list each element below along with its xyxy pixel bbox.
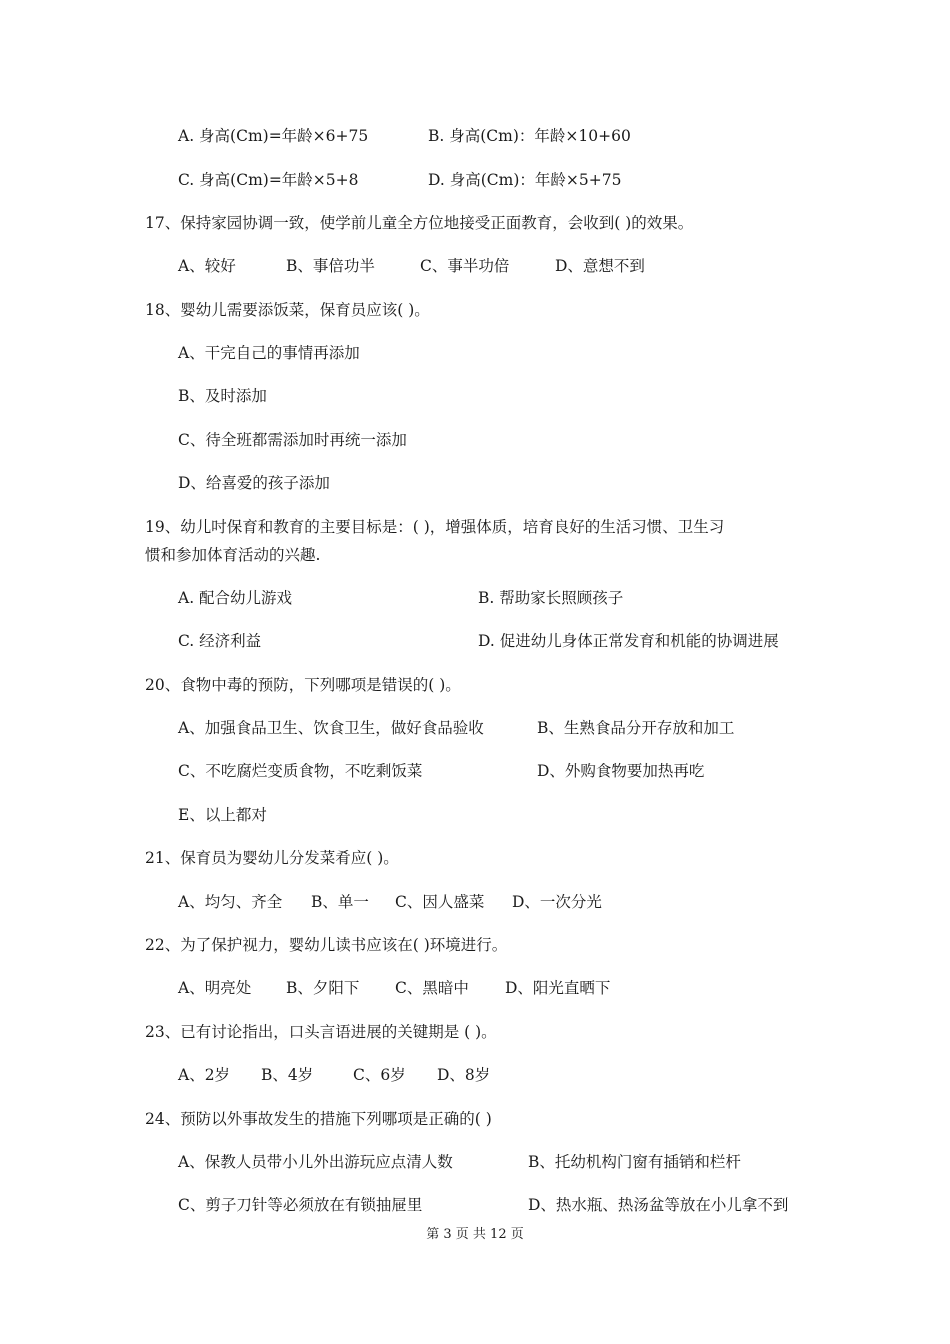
q21-option-d: D、一次分光 [512, 893, 602, 911]
q22-option-d: D、阳光直晒下 [505, 979, 611, 997]
q17-question: 17、保持家园协调一致，使学前儿童全方位地接受正面教育，会收到( )的效果。 [145, 214, 694, 232]
q19-question-line2: 惯和参加体育活动的兴趣. [145, 546, 321, 564]
q24-option-c: C、剪子刀针等必须放在有锁抽屉里 [178, 1196, 423, 1214]
q22-question: 22、为了保护视力，婴幼儿读书应该在( )环境进行。 [145, 936, 508, 954]
q18-option-b: B、及时添加 [178, 387, 267, 405]
q17-option-c: C、事半功倍 [420, 257, 510, 275]
q20-option-c: C、不吃腐烂变质食物，不吃剩饭菜 [178, 762, 423, 780]
q16-option-b: B. 身高(Cm)：年龄×10+60 [428, 127, 631, 145]
q16-option-a: A. 身高(Cm)=年龄×6+75 [178, 127, 369, 145]
q19-option-d: D. 促进幼儿身体正常发育和机能的协调进展 [478, 632, 779, 650]
q18-option-c: C、待全班都需添加时再统一添加 [178, 431, 407, 449]
q20-option-b: B、生熟食品分开存放和加工 [537, 719, 735, 737]
q21-question: 21、保育员为婴幼儿分发菜肴应( )。 [145, 849, 399, 867]
q23-option-c: C、6岁 [353, 1066, 406, 1084]
q21-option-b: B、单一 [311, 893, 369, 911]
q17-option-b: B、事倍功半 [286, 257, 375, 275]
q23-option-b: B、4岁 [261, 1066, 314, 1084]
q19-question-line1: 19、幼儿吋保育和教育的主要目标是：( )，增强体质，培育良好的生活习惯、卫生习 [145, 518, 725, 536]
q23-question: 23、已有讨论指出，口头言语进展的关键期是 ( )。 [145, 1023, 497, 1041]
q24-option-a: A、保教人员带小儿外出游玩应点清人数 [178, 1153, 453, 1171]
q24-question: 24、预防以外事故发生的措施下列哪项是正确的( ) [145, 1110, 492, 1128]
q19-option-b: B. 帮助家长照顾孩子 [478, 589, 624, 607]
q22-option-b: B、夕阳下 [286, 979, 360, 997]
q18-option-a: A、干完自己的事情再添加 [178, 344, 360, 362]
q22-option-a: A、明亮处 [178, 979, 252, 997]
q18-option-d: D、给喜爱的孩子添加 [178, 474, 330, 492]
q20-option-a: A、加强食品卫生、饮食卫生，做好食品验收 [178, 719, 484, 737]
page-footer: 第 3 页 共 12 页 [426, 1227, 524, 1242]
q22-option-c: C、黑暗中 [395, 979, 469, 997]
q20-option-e: E、以上都对 [178, 806, 267, 824]
q21-option-a: A、均匀、齐全 [178, 893, 283, 911]
q21-option-c: C、因人盛菜 [395, 893, 485, 911]
q16-option-c: C. 身高(Cm)=年龄×5+8 [178, 171, 359, 189]
q18-question: 18、婴幼儿需要添饭菜，保育员应该( )。 [145, 301, 430, 319]
q16-option-d: D. 身高(Cm)：年龄×5+75 [428, 171, 622, 189]
q23-option-d: D、8岁 [437, 1066, 491, 1084]
q20-option-d: D、外购食物要加热再吃 [537, 762, 705, 780]
q17-option-a: A、较好 [178, 257, 236, 275]
q23-option-a: A、2岁 [178, 1066, 231, 1084]
q19-option-a: A. 配合幼儿游戏 [178, 589, 293, 607]
q17-option-d: D、意想不到 [555, 257, 645, 275]
q24-option-d: D、热水瓶、热汤盆等放在小儿拿不到 [528, 1196, 789, 1214]
q19-option-c: C. 经济利益 [178, 632, 262, 650]
q24-option-b: B、托幼机构门窗有插销和栏杆 [528, 1153, 741, 1171]
q20-question: 20、食物中毒的预防，下列哪项是错误的( )。 [145, 676, 461, 694]
